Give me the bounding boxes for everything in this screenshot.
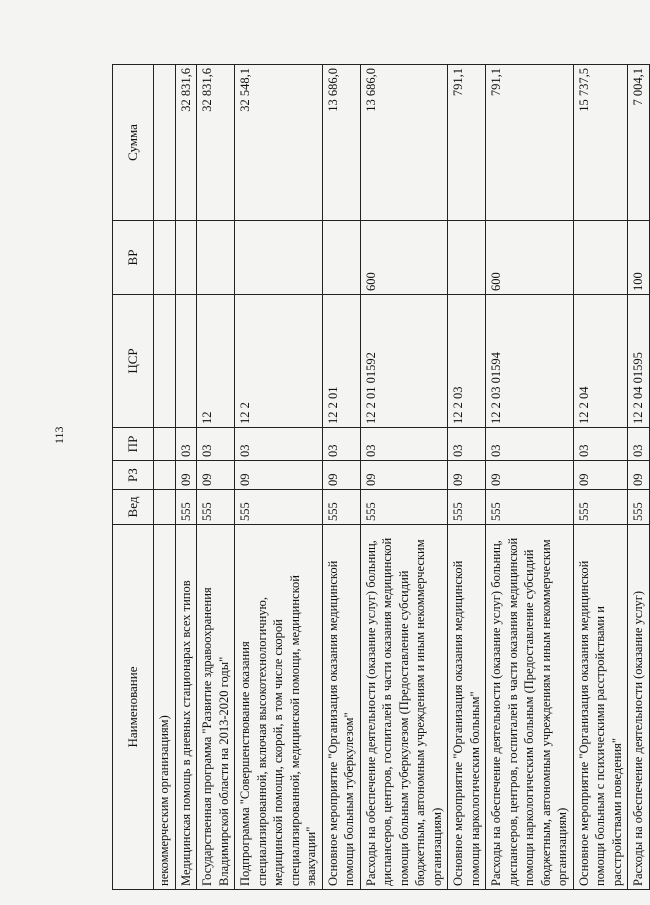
cell-sum: 13 686,0	[360, 65, 448, 221]
cell-name: Основное мероприятие "Организация оказания медицинской помощи наркологическим больным"	[448, 525, 486, 890]
header-sum: Сумма	[113, 65, 154, 221]
cell-sum: 15 737,5	[573, 65, 628, 221]
cell-pr: 03	[628, 428, 650, 461]
table-row	[175, 65, 197, 890]
cell-csr: 12 2 04 01595	[628, 295, 650, 428]
cell-rz: 09	[448, 461, 486, 490]
cell-pr: 03	[197, 428, 235, 461]
table-row	[360, 65, 448, 890]
cell-name: Государственная программа "Развитие здравоохранения Владимирской области на 2013-2020 годы"	[197, 525, 235, 890]
cell-ved: 555	[448, 490, 486, 525]
cell-ved: 555	[175, 490, 197, 525]
table-row	[154, 65, 176, 890]
cell-vr: 600	[486, 221, 574, 295]
cell-csr: 12 2	[235, 295, 323, 428]
cell-sum: 791,1	[448, 65, 486, 221]
cell-ved: 555	[235, 490, 323, 525]
table-row	[486, 65, 574, 890]
cell-vr	[573, 221, 628, 295]
page-number: 113	[52, 426, 66, 444]
header-ved: Вед	[113, 490, 154, 525]
cell-pr: 03	[175, 428, 197, 461]
cell-vr	[197, 221, 235, 295]
cell-ved: 555	[322, 490, 360, 525]
cell-vr: 100	[628, 221, 650, 295]
cell-ved: 555	[360, 490, 448, 525]
header-name: Наименование	[113, 525, 154, 890]
cell-pr: 03	[573, 428, 628, 461]
rotated-page	[112, 65, 645, 890]
cell-sum: 32 831,6	[197, 65, 235, 221]
cell-vr	[235, 221, 323, 295]
header-pr: ПР	[113, 428, 154, 461]
header-vr: ВР	[113, 221, 154, 295]
cell-name: Расходы на обеспечение деятельности (оказание услуг) больниц, диспансеров, центров, госпиталей в части оказания медицинской помощи наркологическим больным (Предоставление субсидий бюджетным, автономным учреждениям и иным некоммерческим организациям)	[486, 525, 574, 890]
cell-csr: 12	[197, 295, 235, 428]
budget-table	[112, 64, 650, 890]
cell-name: Медицинская помощь в дневных стационарах всех типов	[175, 525, 197, 890]
cell-sum	[154, 65, 176, 221]
cell-rz: 09	[360, 461, 448, 490]
cell-csr: 12 2 04	[573, 295, 628, 428]
cell-csr: 12 2 01	[322, 295, 360, 428]
cell-rz: 09	[197, 461, 235, 490]
cell-vr: 600	[360, 221, 448, 295]
cell-rz: 09	[235, 461, 323, 490]
cell-ved: 555	[197, 490, 235, 525]
cell-ved	[154, 490, 176, 525]
table-row	[322, 65, 360, 890]
table-row	[628, 65, 650, 890]
cell-name: Расходы на обеспечение деятельности (оказание услуг)	[628, 525, 650, 890]
cell-name: Основное мероприятие "Организация оказания медицинской помощи больным с психическими расстройствами и расстройствами поведения"	[573, 525, 628, 890]
header-rz: РЗ	[113, 461, 154, 490]
cell-rz	[154, 461, 176, 490]
cell-sum: 791,1	[486, 65, 574, 221]
cell-csr	[175, 295, 197, 428]
cell-ved: 555	[573, 490, 628, 525]
cell-sum: 7 004,1	[628, 65, 650, 221]
cell-pr: 03	[486, 428, 574, 461]
cell-vr	[154, 221, 176, 295]
cell-rz: 09	[628, 461, 650, 490]
cell-ved: 555	[486, 490, 574, 525]
cell-csr: 12 2 01 01592	[360, 295, 448, 428]
cell-vr	[322, 221, 360, 295]
cell-csr: 12 2 03	[448, 295, 486, 428]
table-row	[573, 65, 628, 890]
cell-rz: 09	[573, 461, 628, 490]
cell-pr: 03	[235, 428, 323, 461]
cell-name: некоммерческим организациям)	[154, 525, 176, 890]
table-header-row	[113, 65, 154, 890]
cell-pr: 03	[448, 428, 486, 461]
cell-rz: 09	[322, 461, 360, 490]
cell-pr	[154, 428, 176, 461]
cell-name: Основное мероприятие "Организация оказания медицинской помощи больным туберкулезом"	[322, 525, 360, 890]
header-csr: ЦСР	[113, 295, 154, 428]
cell-rz: 09	[175, 461, 197, 490]
cell-rz: 09	[486, 461, 574, 490]
table-row	[235, 65, 323, 890]
cell-ved: 555	[628, 490, 650, 525]
cell-name: Расходы на обеспечение деятельности (оказание услуг) больниц, диспансеров, центров, госпиталей в части оказания медицинской помощи больным туберкулезом (Предоставление субсидий бюджетным, автономным учреждениям и иным некоммерческим организациям)	[360, 525, 448, 890]
table-row	[448, 65, 486, 890]
cell-vr	[175, 221, 197, 295]
cell-name: Подпрограмма "Совершенствование оказания специализированной, включая высокотехнологичную, медицинской помощи, скорой, в том числе скорой специализированной, медицинской помощи, медицинской эвакуации"	[235, 525, 323, 890]
cell-sum: 32 548,1	[235, 65, 323, 221]
cell-sum: 32 831,6	[175, 65, 197, 221]
cell-vr	[448, 221, 486, 295]
table-row	[197, 65, 235, 890]
cell-csr: 12 2 03 01594	[486, 295, 574, 428]
cell-pr: 03	[360, 428, 448, 461]
cell-sum: 13 686,0	[322, 65, 360, 221]
cell-csr	[154, 295, 176, 428]
cell-pr: 03	[322, 428, 360, 461]
